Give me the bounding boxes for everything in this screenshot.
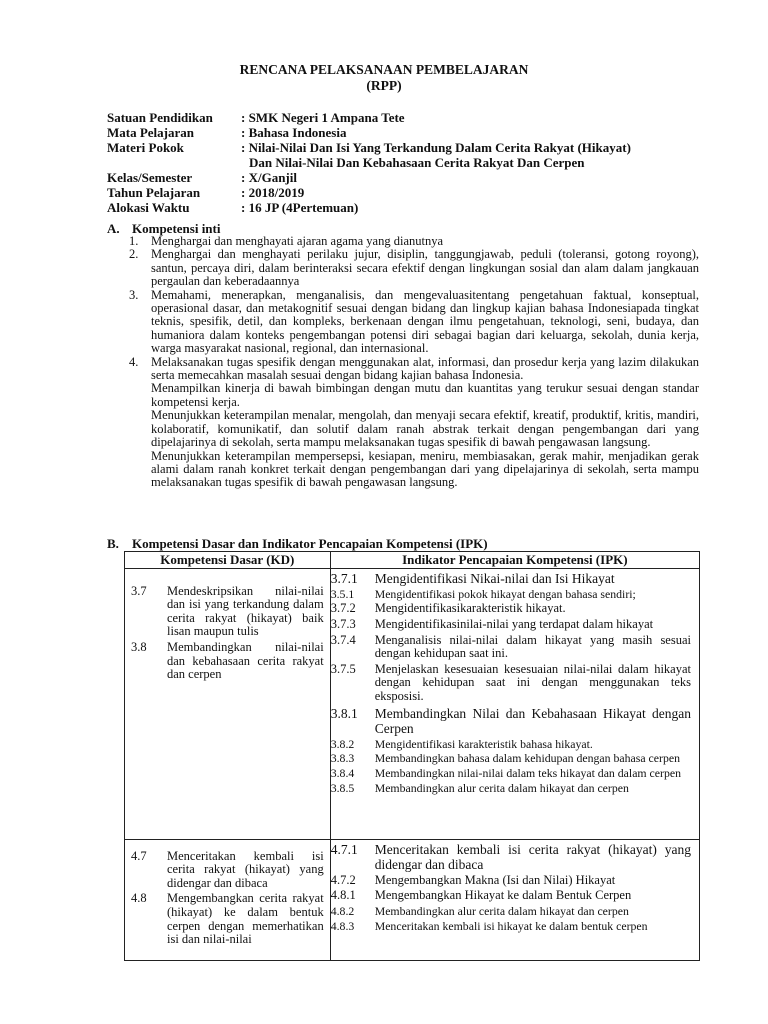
section-title: Kompetensi Dasar dan Indikator Pencapaian Kompetensi (IPK) bbox=[132, 536, 488, 551]
ipk-text: Mengidentifikasi Nikai-nilai dan Isi Hikayat bbox=[374, 570, 615, 586]
ipk-item bbox=[331, 782, 699, 795]
info-value: : X/Ganjil bbox=[241, 170, 297, 185]
section-letter: B. bbox=[107, 536, 119, 551]
ipk-text: Membandingkan nilai-nilai dalam teks hikayat dan dalam cerpen bbox=[374, 766, 681, 781]
ipk-text: Mengembangkan Makna (Isi dan Nilai) Hikayat bbox=[374, 872, 616, 887]
section-letter: A. bbox=[107, 221, 120, 236]
kd-number: 4.8 bbox=[131, 891, 147, 906]
table-row bbox=[125, 568, 700, 839]
info-label: Mata Pelajaran bbox=[107, 125, 195, 140]
ipk-number: 3.7.2 bbox=[330, 601, 356, 616]
ipk-cell bbox=[330, 568, 699, 839]
ipk-item bbox=[331, 842, 699, 872]
ipk-cell bbox=[330, 839, 699, 960]
info-label: Materi Pokok bbox=[107, 140, 184, 155]
kompetensi-inti-list bbox=[125, 235, 699, 490]
ipk-text: Membandingkan alur cerita dalam hikayat dan cerpen bbox=[374, 780, 629, 795]
ipk-number: 3.8.1 bbox=[330, 705, 358, 721]
column-header-kd: Kompetensi Dasar (KD) bbox=[125, 552, 331, 569]
list-item bbox=[125, 289, 699, 356]
document-title: RENCANA PELAKSANAAN PEMBELAJARAN bbox=[239, 62, 529, 77]
kd-text: Menceritakan kembali isi cerita rakyat (hikayat) yang didengar dan dibaca bbox=[167, 848, 324, 890]
kd-ipk-table bbox=[124, 551, 700, 961]
list-text: Melaksanakan tugas spesifik dengan menggunakan alat, informasi, dan prosedur kerja yang lazim dilakukan serta memecahkan masalah sesuai dengan bidang kajian bahasa Indonesia. bbox=[151, 354, 699, 383]
info-label bbox=[107, 155, 241, 170]
info-row-mapel bbox=[107, 125, 699, 140]
kd-text: Membandingkan nilai-nilai dan kebahasaan cerita rakyat dan cerpen bbox=[167, 639, 324, 682]
ipk-item bbox=[331, 738, 699, 751]
list-continuation: Menunjukkan keterampilan menalar, mengolah, dan menyaji secara efektif, kreatif, produktif, kritis, mandiri, kolaboratif, komunikatif, dan solutif dalam ranah abstrak terkait dengan pengembangan dari yang dipelajarinya di sekolah, serta mampu melaksanakan tugas spesifik di bawah pengawasan langsung. bbox=[151, 408, 699, 450]
kd-text: Mengembangkan cerita rakyat (hikayat) ke dalam bentuk cerpen dengan memerhatikan isi dan nilai-nilai bbox=[167, 891, 324, 947]
ipk-item bbox=[331, 663, 699, 704]
list-item bbox=[125, 356, 699, 383]
list-number: 2. bbox=[129, 247, 139, 262]
list-continuation: Menampilkan kinerja di bawah bimbingan dengan mutu dan kuantitas yang terukur sesuai dengan standar kompetensi kerja. bbox=[151, 381, 699, 409]
info-label: Alokasi Waktu bbox=[107, 200, 190, 215]
info-row-satuan bbox=[107, 110, 699, 125]
info-row-alokasi bbox=[107, 200, 699, 215]
list-text: Memahami, menerapkan, menganalisis, dan mengevaluasitentang pengetahuan faktual, konseptual, operasional dasar, dan metakognitif sesuai dengan bidang dan lingkup kajian bahasa Indonesiapada tingkat teknis, spesifik, detil, dan kompleks, berkenaan dengan ilmu pengetahuan, teknologi, seni, budaya, dan humaniora dalam konteks pengembangan potensi diri sebagai bagian dari keluarga, sekolah, dunia kerja, warga masyarakat nasional, regional, dan internasional. bbox=[151, 287, 699, 356]
ipk-number: 3.8.2 bbox=[330, 736, 355, 751]
list-number: 4. bbox=[129, 354, 139, 369]
info-row-tahun bbox=[107, 185, 699, 200]
list-text: Menghargai dan menghayati ajaran agama yang dianutnya bbox=[151, 234, 444, 248]
ipk-number: 3.7.5 bbox=[330, 661, 356, 676]
list-text: Menghargai dan menghayati perilaku jujur, disiplin, tanggungjawab, peduli (toleransi, gotong royong), santun, percaya diri, dalam berinteraksi secara efektif dengan lingkungan sosial dan alam dalam jangkauan pergaulan dan keberadaannya bbox=[151, 247, 699, 289]
ipk-text: Membandingkan bahasa dalam kehidupan dengan bahasa cerpen bbox=[374, 751, 680, 766]
ipk-number: 3.8.4 bbox=[330, 766, 355, 781]
kd-cell bbox=[125, 839, 331, 960]
info-row-materi-cont bbox=[107, 155, 699, 170]
list-number: 1. bbox=[129, 234, 139, 248]
info-value: : SMK Negeri 1 Ampana Tete bbox=[241, 110, 405, 125]
ipk-item bbox=[331, 706, 699, 736]
identity-block bbox=[107, 110, 699, 215]
document-subtitle: (RPP) bbox=[366, 78, 402, 93]
ipk-number: 4.7.2 bbox=[330, 872, 356, 887]
info-value: : 2018/2019 bbox=[241, 185, 305, 200]
kd-number: 3.7 bbox=[131, 583, 147, 598]
kd-number: 3.8 bbox=[131, 639, 147, 654]
info-value: : 16 JP (4Pertemuan) bbox=[241, 200, 359, 215]
ipk-number: 3.7.4 bbox=[330, 632, 356, 647]
ipk-item bbox=[331, 920, 699, 933]
info-label: Satuan Pendidikan bbox=[107, 110, 213, 125]
ipk-item bbox=[331, 889, 699, 903]
ipk-number: 3.7.1 bbox=[330, 570, 358, 586]
ipk-item bbox=[331, 618, 699, 632]
ipk-number: 4.8.1 bbox=[330, 888, 356, 903]
ipk-text: Menjelaskan kesesuaian kesesuaian nilai-nilai dalam hikayat dengan kehidupan saat ini dengan menggunakan teks eksposisi. bbox=[374, 661, 691, 703]
ipk-item bbox=[331, 874, 699, 888]
ipk-item bbox=[331, 634, 699, 661]
ipk-text: Menceritakan kembali isi cerita rakyat (hikayat) yang didengar dan dibaca bbox=[374, 841, 691, 872]
section-title: Kompetensi inti bbox=[132, 221, 221, 236]
table-header-row bbox=[125, 552, 700, 569]
ipk-text: Membandingkan alur cerita dalam hikayat dan cerpen bbox=[374, 903, 629, 918]
ipk-text: Membandingkan Nilai dan Kebahasaan Hikayat dengan Cerpen bbox=[374, 705, 691, 736]
kd-text: Mendeskripsikan nilai-nilai dan isi yang terkandung dalam cerita rakyat (hikayat) baik lisan maupun tulis bbox=[167, 583, 324, 639]
info-value: : Bahasa Indonesia bbox=[241, 125, 347, 140]
kd-item bbox=[131, 850, 324, 891]
list-item bbox=[125, 248, 699, 288]
column-header-ipk: Indikator Pencapaian Kompetensi (IPK) bbox=[330, 552, 699, 569]
info-label: Kelas/Semester bbox=[107, 170, 193, 185]
ipk-text: Mengembangkan Hikayat ke dalam Bentuk Cerpen bbox=[374, 888, 632, 903]
ipk-item bbox=[331, 588, 699, 601]
info-row-kelas bbox=[107, 170, 699, 185]
ipk-number: 3.8.3 bbox=[330, 751, 355, 766]
kd-item bbox=[131, 892, 324, 946]
ipk-item bbox=[331, 752, 699, 765]
ipk-item bbox=[331, 905, 699, 918]
info-value: : Nilai-Nilai Dan Isi Yang Terkandung Dalam Cerita Rakyat (Hikayat) bbox=[241, 140, 631, 155]
info-value: Dan Nilai-Nilai Dan Kebahasaan Cerita Rakyat Dan Cerpen bbox=[249, 155, 585, 170]
kd-item bbox=[131, 585, 324, 639]
info-label: Tahun Pelajaran bbox=[107, 185, 201, 200]
ipk-text: Mengidentifikasikarakteristik hikayat. bbox=[374, 601, 566, 616]
ipk-text: Menceritakan kembali isi hikayat ke dalam bentuk cerpen bbox=[374, 918, 648, 933]
ipk-item bbox=[331, 767, 699, 780]
ipk-number: 3.5.1 bbox=[330, 586, 355, 601]
ipk-number: 4.8.3 bbox=[330, 918, 355, 933]
kd-number: 4.7 bbox=[131, 848, 147, 863]
ipk-number: 3.8.5 bbox=[330, 780, 355, 795]
ipk-text: Mengidentifikasi karakteristik bahasa hikayat. bbox=[374, 736, 593, 751]
kd-item bbox=[131, 641, 324, 682]
ipk-text: Mengidentifikasi pokok hikayat dengan bahasa sendiri; bbox=[374, 586, 636, 601]
info-row-materi bbox=[107, 140, 699, 155]
section-b-heading bbox=[107, 536, 488, 552]
ipk-item bbox=[331, 602, 699, 616]
list-number: 3. bbox=[129, 287, 139, 302]
ipk-number: 3.7.3 bbox=[330, 616, 356, 631]
ipk-text: Menganalisis nilai-nilai dalam hikayat yang masih sesuai dengan kehidupan saat ini. bbox=[374, 632, 691, 661]
ipk-text: Mengidentifikasinilai-nilai yang terdapat dalam hikayat bbox=[374, 616, 654, 631]
ipk-number: 4.7.1 bbox=[330, 841, 358, 857]
list-continuation: Menunjukkan keterampilan mempersepsi, kesiapan, meniru, membiasakan, gerak mahir, menjadikan gerak alami dalam ranah konkret terkait dengan pengembangan dari yang dipelajarinya di sekolah, serta mampu melaksanakan tugas spesifik di bawah pengawasan langsung. bbox=[151, 448, 699, 490]
list-item bbox=[125, 235, 699, 248]
ipk-number: 4.8.2 bbox=[330, 903, 355, 918]
ipk-item bbox=[331, 571, 699, 586]
kd-cell bbox=[125, 568, 331, 839]
table-row bbox=[125, 839, 700, 960]
